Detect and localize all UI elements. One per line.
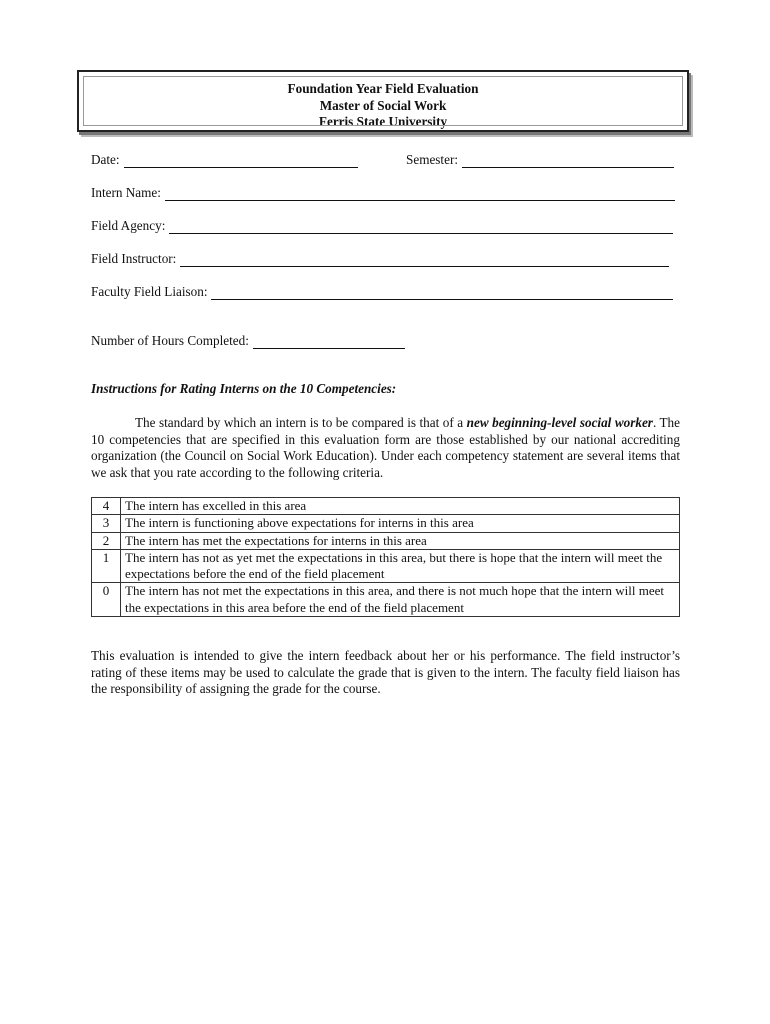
field-instructor-label: Field Instructor: — [91, 251, 177, 266]
field-agency-field — [91, 216, 673, 234]
hours-completed-field — [91, 331, 405, 349]
rating-description: The intern is functioning above expectations for interns in this area — [121, 515, 680, 532]
rating-score: 0 — [92, 583, 121, 617]
field-agency-label: Field Agency: — [91, 218, 166, 233]
faculty-liaison-field — [91, 282, 673, 300]
instructions-paragraph — [91, 415, 680, 482]
program-name: Master of Social Work — [319, 97, 447, 113]
rating-row — [92, 515, 680, 532]
semester-input-line[interactable] — [462, 155, 674, 168]
date-input-line[interactable] — [124, 155, 358, 168]
faculty-liaison-label: Faculty Field Liaison: — [91, 284, 208, 299]
faculty-liaison-input-line[interactable] — [211, 287, 673, 300]
rating-row — [92, 498, 680, 515]
rating-scale-table — [91, 497, 680, 617]
rating-score: 2 — [92, 532, 121, 549]
form-title: Foundation Year Field Evaluation — [287, 81, 479, 96]
field-instructor-input-line[interactable] — [180, 254, 669, 267]
rating-description: The intern has met the expectations for interns in this area — [121, 532, 680, 549]
rating-row — [92, 583, 680, 617]
rating-description: The intern has not met the expectations in this area, and there is not much hope that the intern will meet the expectations in this area before the end of the field placement — [121, 583, 680, 617]
rating-description: The intern has excelled in this area — [121, 498, 680, 515]
rating-score: 1 — [92, 549, 121, 583]
date-label: Date: — [91, 152, 120, 167]
instructions-heading: Instructions for Rating Interns on the 10 Competencies: — [91, 381, 397, 396]
rating-score: 3 — [92, 515, 121, 532]
date-field — [91, 150, 358, 168]
hours-completed-input-line[interactable] — [253, 336, 405, 349]
semester-label: Semester: — [406, 152, 459, 167]
intern-name-input-line[interactable] — [165, 188, 675, 201]
hours-completed-label: Number of Hours Completed: — [91, 333, 249, 348]
instructions-emphasis: new beginning-level social worker — [466, 415, 653, 430]
rating-row — [92, 549, 680, 583]
closing-paragraph: This evaluation is intended to give the intern feedback about her or his performance. The field instructor’s rating of these items may be used to calculate the grade that is given to the intern. The faculty field liaison has the responsibility of assigning the grade for the course. — [91, 648, 680, 697]
rating-row — [92, 532, 680, 549]
intern-name-field — [91, 183, 675, 201]
university-name: Ferris State University — [318, 114, 448, 129]
semester-field — [406, 150, 674, 168]
field-instructor-field — [91, 249, 669, 267]
intern-name-label: Intern Name: — [91, 185, 161, 200]
form-title-box — [77, 70, 689, 132]
field-agency-input-line[interactable] — [169, 221, 673, 234]
rating-score: 4 — [92, 498, 121, 515]
instructions-text-end: . The 10 competencies that are specified in this evaluation form are those established by our national accrediting organization (the Council on Social Work Education). Under each competency statement are several items that we ask that you rate according to the following criteria. — [91, 415, 680, 481]
rating-description: The intern has not as yet met the expectations in this area, but there is hope that the intern will meet the expectations before the end of the field placement — [121, 549, 680, 583]
instructions-text-start: The standard by which an intern is to be compared is that of a — [135, 415, 467, 430]
